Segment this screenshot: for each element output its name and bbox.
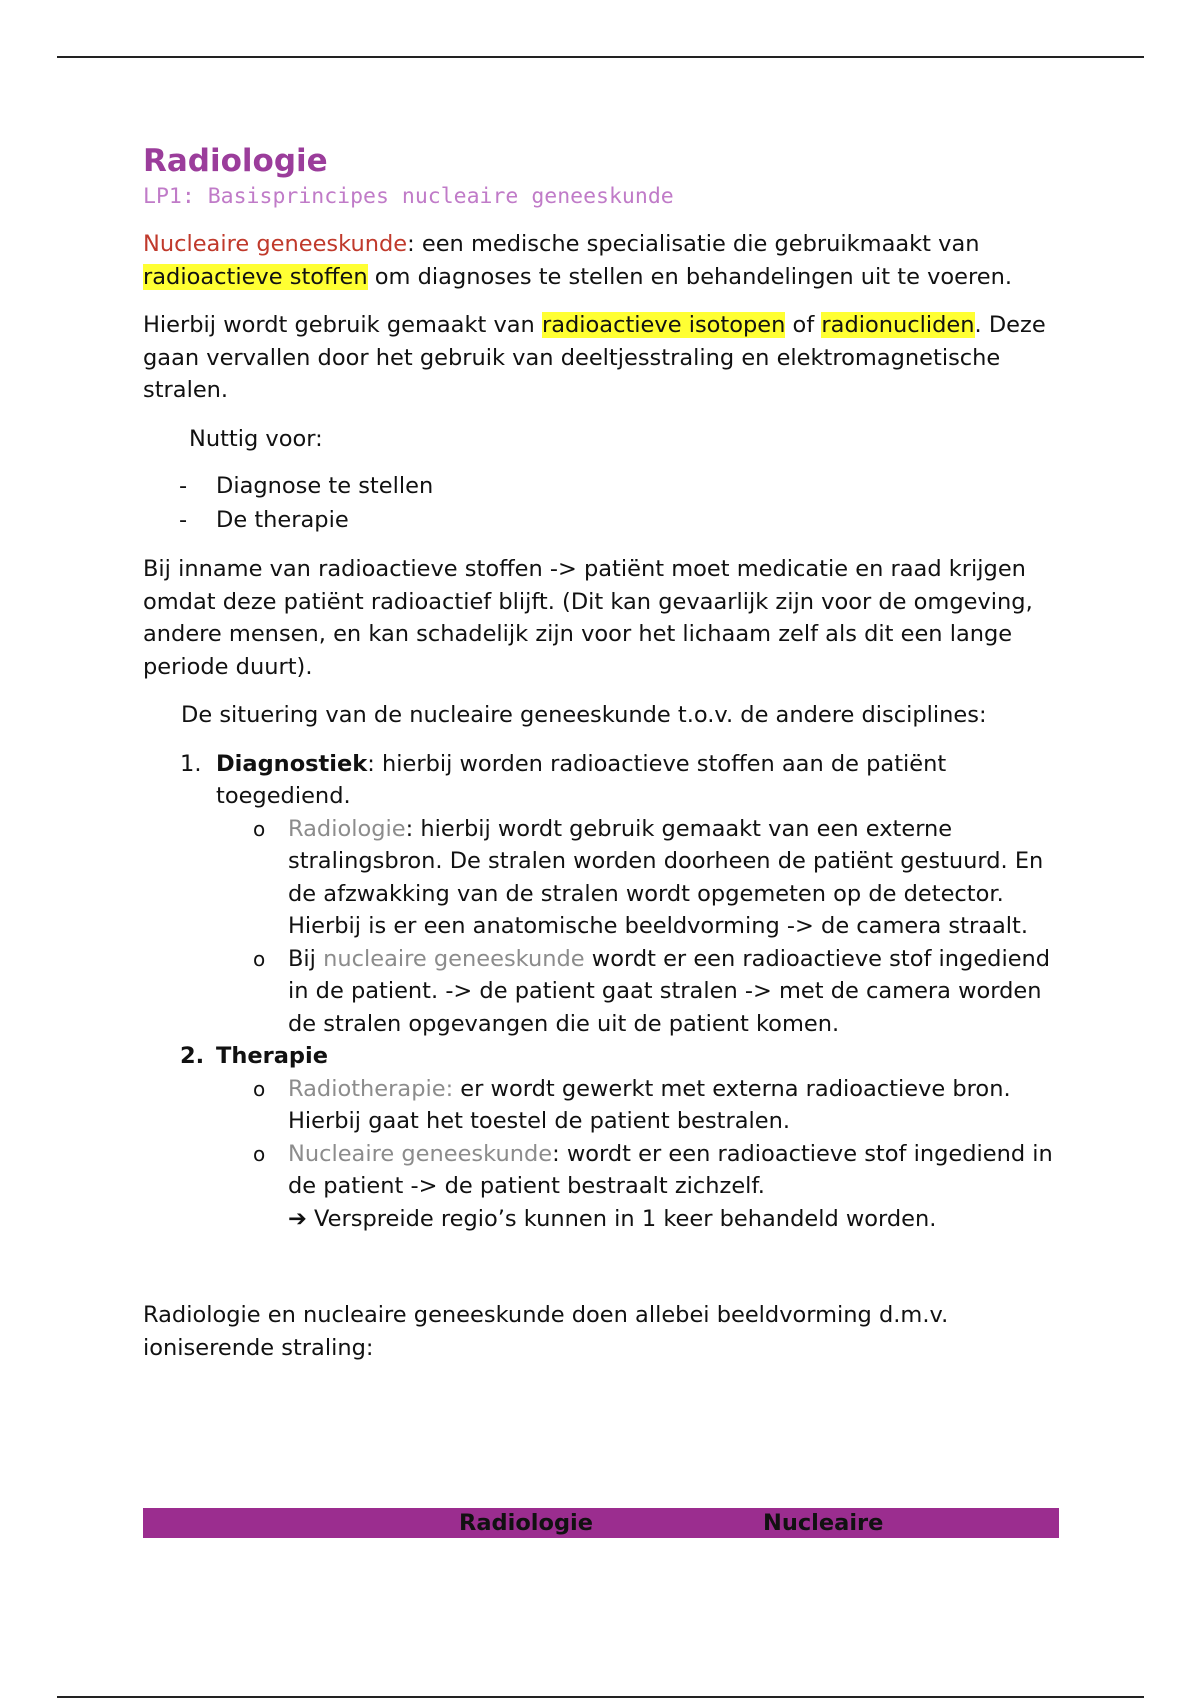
item-heading: Diagnostiek: [216, 750, 368, 777]
arrow-note: [143, 1203, 1063, 1236]
paragraph-beeldvorming: Radiologie en nucleaire geneeskunde doen allebei beeldvorming d.m.v. ioniserende straling:: [143, 1302, 949, 1361]
definition-text-end: om diagnoses te stellen en behandelingen uit te voeren.: [367, 263, 1013, 290]
sub-item-text: : hierbij wordt gebruik gemaakt van een externe stralingsbron. De stralen worden doorheen de patiënt gestuurd. En de afzwakking van de stralen wordt opgemeten op de detector. Hierbij is er een anatomische beeldvorming -> de camera straalt.: [288, 815, 1044, 939]
page-subtitle: LP1: Basisprincipes nucleaire geneeskunde: [143, 184, 674, 209]
arrow-note-text: Verspreide regio’s kunnen in 1 keer behandeld worden.: [314, 1205, 937, 1232]
sub-item-text: wordt er een radioactieve stof ingediend in de patient. -> de patient gaat stralen -> met de camera worden de stralen opgevangen die uit de patient komen.: [288, 945, 1051, 1037]
highlight-radioactieve-stoffen: radioactieve stoffen: [143, 263, 368, 290]
document-body: [143, 140, 1063, 1364]
term-nucleaire-geneeskunde: Nucleaire geneeskunde: [288, 1140, 553, 1167]
highlight-radioactieve-isotopen: radioactieve isotopen: [541, 312, 786, 338]
numbered-item-diagnostiek: [143, 748, 1063, 813]
circle-bullet-marker: o: [253, 1141, 266, 1166]
top-rule: [57, 56, 1144, 58]
sub-item-nucleaire: [143, 943, 1063, 1041]
term-radiotherapie: Radiotherapie:: [288, 1075, 454, 1102]
paragraph-definition: [143, 228, 1063, 293]
page-title: Radiologie: [143, 143, 328, 179]
dash-marker: -: [179, 473, 188, 499]
term-nucleaire-geneeskunde: nucleaire geneeskunde: [323, 945, 585, 972]
circle-bullet-marker: o: [253, 816, 266, 841]
sub-item-text: er wordt gewerkt met externa radioactieve bron. Hierbij gaat het toestel de patient bestralen.: [288, 1075, 1011, 1134]
term-nucleaire-geneeskunde: Nucleaire geneeskunde: [143, 231, 408, 257]
sub-item-text: : wordt er een radioactieve stof ingediend in de patient -> de patient bestraalt zichzelf.: [288, 1140, 1053, 1199]
definition-text: : een medische specialisatie die gebruikmaakt van: [407, 231, 980, 257]
highlight-radionucliden: radionucliden: [821, 312, 975, 338]
table-header-nucleaire: Nucleaire: [763, 1510, 884, 1536]
bottom-rule: [57, 1696, 1144, 1698]
list-item-text: De therapie: [216, 507, 349, 533]
sub-item-prefix: Bij: [288, 945, 324, 972]
isotopen-text-end: . Deze gaan vervallen door het gebruik van deeltjesstraling en elektromagnetische stralen.: [143, 312, 1046, 403]
term-radiologie: Radiologie: [288, 815, 406, 842]
item-heading: Therapie: [216, 1043, 328, 1069]
paragraph-situering: De situering van de nucleaire geneeskunde t.o.v. de andere disciplines:: [181, 702, 987, 728]
arrow-right-icon: ➔: [288, 1205, 307, 1232]
useful-label: Nuttig voor:: [189, 425, 323, 452]
list-item-text: Diagnose te stellen: [216, 473, 434, 499]
sub-item-nucleaire-therapie: [143, 1138, 1063, 1203]
dash-marker: -: [179, 507, 188, 533]
list-item: [143, 503, 1063, 537]
paragraph-inname: Bij inname van radioactieve stoffen -> patiënt moet medicatie en raad krijgen omdat deze patiënt radioactief blijft. (Dit kan gevaarlijk zijn voor de omgeving, andere mensen, en kan schadelijk zijn voor het lichaam zelf als dit een lange periode duurt).: [143, 556, 1033, 680]
item-text: : hierbij worden radioactieve stoffen aan de patiënt toegediend.: [216, 750, 947, 809]
paragraph-isotopen: [143, 309, 1063, 407]
comparison-table-header: [143, 1508, 1059, 1538]
isotopen-text: Hierbij wordt gebruik gemaakt van: [143, 312, 542, 338]
list-item: [143, 469, 1063, 503]
sub-item-radiotherapie: [143, 1073, 1063, 1138]
item-number: 2.: [180, 1043, 205, 1069]
circle-bullet-marker: o: [253, 1076, 266, 1101]
table-header-radiologie: Radiologie: [459, 1510, 594, 1536]
item-number: 1.: [180, 750, 202, 777]
numbered-item-therapie: [143, 1040, 1063, 1073]
isotopen-connector: of: [785, 312, 822, 338]
circle-bullet-marker: o: [253, 946, 266, 971]
sub-item-radiologie: [143, 813, 1063, 943]
useful-list: [143, 469, 1063, 537]
